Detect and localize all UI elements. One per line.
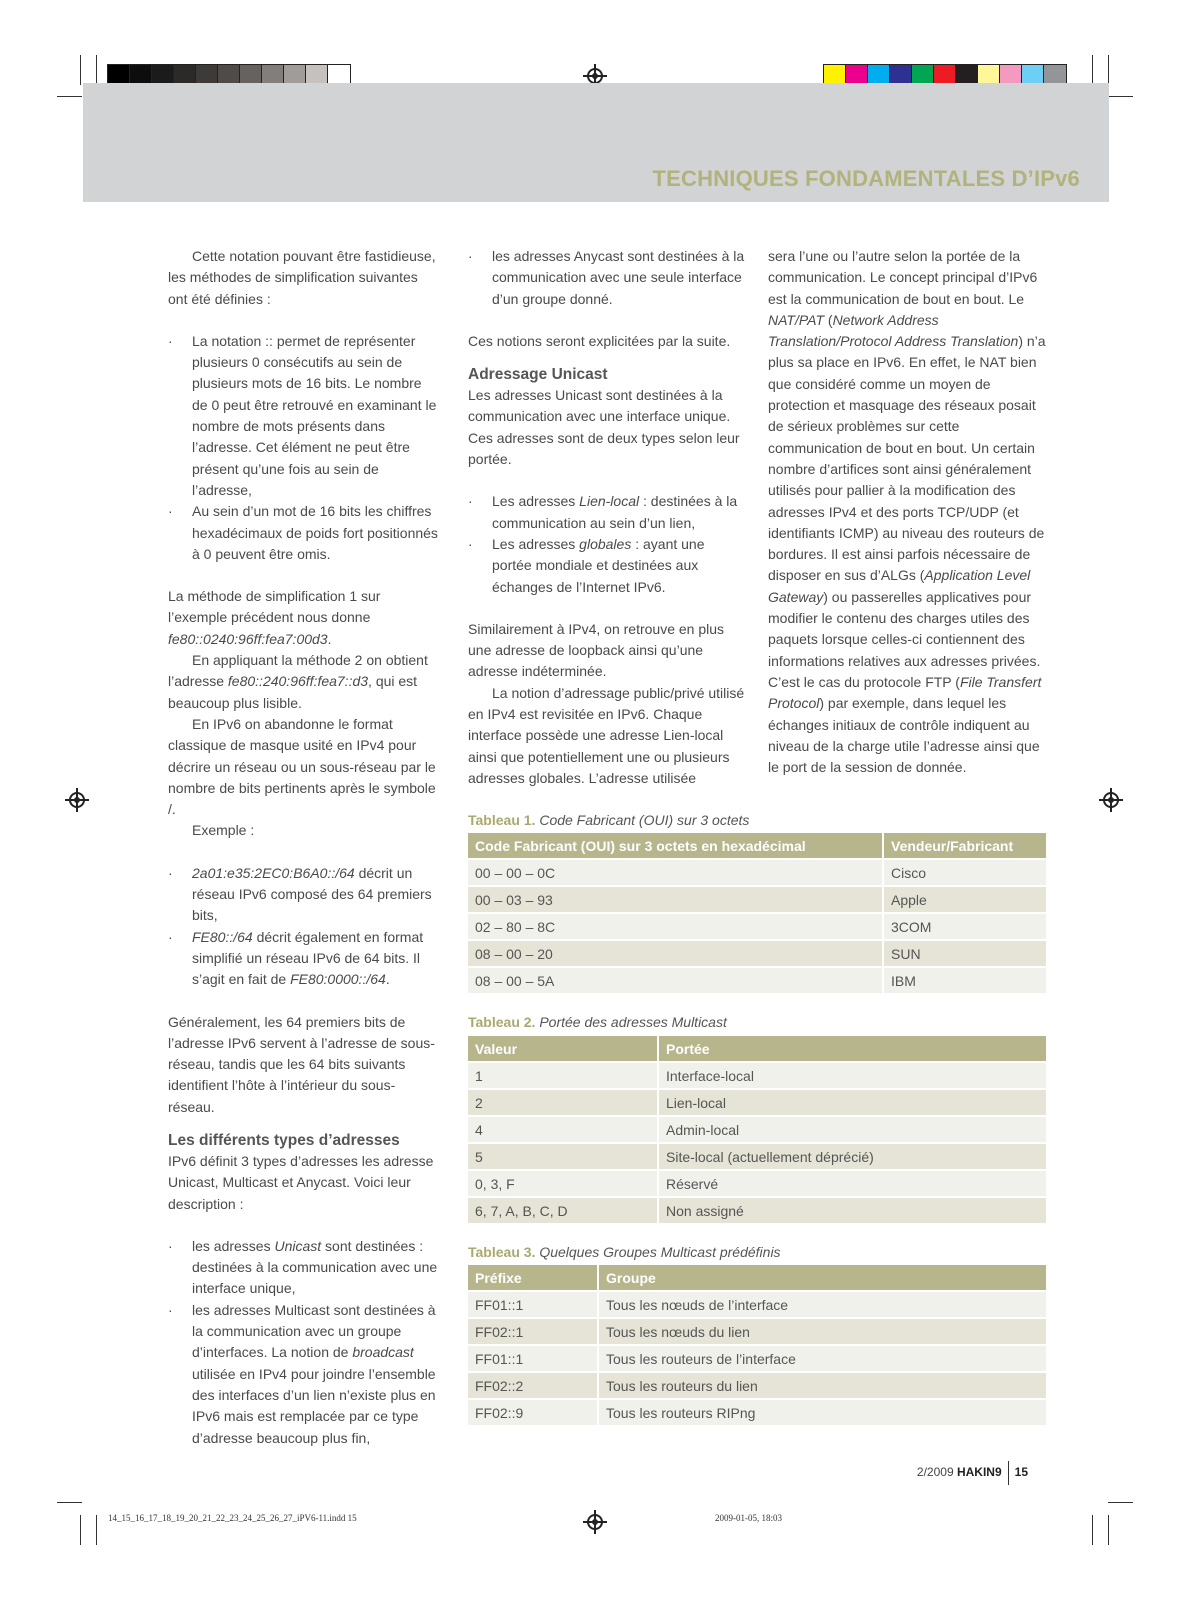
table-cell: FF01::1	[468, 1292, 597, 1317]
paragraph: En appliquant la méthode 2 on obtient l’adresse fe80::240:96ff:fea7::d3, qui est beaucoup plus lisible.	[168, 652, 428, 711]
table-cell: Réservé	[657, 1171, 1046, 1196]
table-cell: 2	[468, 1090, 657, 1115]
table-cell: 6, 7, A, B, C, D	[468, 1198, 657, 1223]
table-header: Vendeur/Fabricant	[882, 833, 1046, 858]
paragraph: Ces notions seront explicitées par la suite.	[468, 332, 731, 349]
table-cell: Tous les nœuds de l’interface	[597, 1292, 1046, 1317]
table-cell: 4	[468, 1117, 657, 1142]
table-cell: Site-local (actuellement déprécié)	[657, 1144, 1046, 1169]
table-row	[468, 1198, 1046, 1223]
table-cell: FF02::9	[468, 1400, 597, 1425]
page-number: 15	[1014, 1465, 1028, 1480]
list-item: · 2a01:e35:2EC0:B6A0::/64 décrit un réseau IPv6 composé des 64 premiers bits,	[168, 864, 432, 924]
table-cell: 3COM	[882, 914, 1046, 939]
list-item: · les adresses Anycast sont destinées à la communication avec une seule interface d’un groupe donné.	[468, 248, 745, 307]
table-row	[468, 1319, 1046, 1344]
list-item: · FE80::/64 décrit également en format simplifié un réseau IPv6 de 64 bits. Il s’agit en fait de FE80:0000::/64.	[168, 928, 424, 988]
page-footer	[917, 1461, 1028, 1485]
registration-mark-icon	[587, 1514, 603, 1530]
column-2	[468, 246, 748, 789]
paragraph: En IPv6 on abandonne le format classique de masque usité en IPv4 pour décrire un réseau ou un sous-réseau par le nombre de bits pertinents après le symbole /.	[168, 715, 436, 818]
paragraph: Généralement, les 64 premiers bits de l’adresse IPv6 servent à l’adresse de sous-réseau, tandis que les 64 bits suivants identifient l’hôte à l’intérieur du sous-réseau.	[168, 1013, 435, 1115]
table-row	[468, 1373, 1046, 1398]
table-cell: Non assigné	[657, 1198, 1046, 1223]
table-header: Code Fabricant (OUI) sur 3 octets en hexadécimal	[468, 833, 882, 858]
paragraph: Similairement à IPv4, on retrouve en plus une adresse de loopback ainsi qu’une adresse indéterminée.	[468, 620, 725, 680]
list-item: · La notation :: permet de représenter plusieurs 0 consécutifs au sein de plusieurs mots de 16 bits. Le nombre de 0 peut être retrouvé en examinant le nombre de mots présents dans l’adresse. Cet élément ne peut être présent qu’une fois au sein de l’adresse,	[168, 332, 437, 498]
table-cell: Tous les routeurs du lien	[597, 1373, 1046, 1398]
table-row	[468, 1400, 1046, 1425]
table-cell: SUN	[882, 941, 1046, 966]
table-cell: 08 – 00 – 20	[468, 941, 882, 966]
table-cell: FF02::1	[468, 1319, 597, 1344]
column-1	[168, 246, 440, 1449]
table-header: Groupe	[597, 1265, 1046, 1290]
list-item: · les adresses Multicast sont destinées à la communication avec un groupe d’interfaces. La notion de broadcast utilisée en IPv4 pour joindre l’ensemble des interfaces d’un lien n’existe plus en IPv6 mais est remplacée par ce type d’adresse beaucoup plus fin,	[168, 1301, 436, 1446]
table-cell: FF01::1	[468, 1346, 597, 1371]
paragraph: La notion d’adressage public/privé utilisé en IPv4 est revisitée en IPv6. Chaque interface possède une adresse Lien-local ainsi que potentiellement une ou plusieurs adresses globales. L’adresse utilisée	[468, 684, 745, 786]
table-row	[468, 1063, 1046, 1088]
table-row	[468, 887, 1046, 912]
section-title: TECHNIQUES FONDAMENTALES D’IPv6	[652, 166, 1080, 191]
magazine-name: HAKIN9	[956, 1465, 1002, 1480]
paragraph: La méthode de simplification 1 sur l’exemple précédent nous donne fe80::0240:96ff:fea7:00d3.	[168, 588, 381, 647]
table-cell: 0, 3, F	[468, 1171, 657, 1196]
registration-mark-icon	[69, 792, 85, 808]
table-cell: 00 – 00 – 0C	[468, 860, 882, 885]
paragraph: sera l’une ou l’autre selon la portée de la communication. Le concept principal d’IPv6 est la communication de bout en bout. Le NAT/PAT (Network Address Translation/Protocol Address Translation) n’a plus sa place en IPv6. En effet, le NAT bien que considéré comme un moyen de protection et masquage des réseaux posait de sérieux problèmes sur cette communication de bout en bout. Un certain nombre d’artifices sont ainsi généralement utilisés pour pallier à la modification des adresses IPv4 et des ports TCP/UDP (et identifiants ICMP) au niveau des routeurs de bordures. Il est ainsi parfois nécessaire de disposer en sus d’ALGs (Application Level Gateway) ou passerelles applicatives pour modifier le contenu des charges utiles des paquets lorsque celles-ci contiennent des informations relatives aux adresses privées. C’est le cas du protocole FTP (File Transfert Protocol) par exemple, dans lequel les échanges initiaux de contrôle indiquent au niveau de la charge utile l’adresse ainsi que le port de la session de donnée.	[768, 248, 1046, 776]
table-cell: 1	[468, 1063, 657, 1088]
table-header: Préfixe	[468, 1265, 597, 1290]
paragraph: Exemple :	[192, 822, 255, 839]
table-cell: Admin-local	[657, 1117, 1046, 1142]
table-cell: FF02::2	[468, 1373, 597, 1398]
table-row	[468, 914, 1046, 939]
table-row	[468, 1346, 1046, 1371]
registration-mark-icon	[1103, 792, 1119, 808]
table-cell: Apple	[882, 887, 1046, 912]
registration-mark-icon	[587, 68, 603, 84]
table-cell: Interface-local	[657, 1063, 1046, 1088]
subheading: Les différents types d’adresses	[168, 1131, 400, 1149]
table-row	[468, 1144, 1046, 1169]
table-header: Portée	[657, 1036, 1046, 1061]
table-header: Valeur	[468, 1036, 657, 1061]
list-item: · Au sein d’un mot de 16 bits les chiffres hexadécimaux de poids fort positionnés à 0 peuvent être omis.	[168, 503, 438, 562]
table-cell: 00 – 03 – 93	[468, 887, 882, 912]
table-row	[468, 860, 1046, 885]
table-cell: 02 – 80 – 8C	[468, 914, 882, 939]
table-cell: Tous les routeurs RIPng	[597, 1400, 1046, 1425]
paragraph: Les adresses Unicast sont destinées à la communication avec une interface unique. Ces adresses sont de deux types selon leur portée.	[468, 387, 740, 468]
table-row	[468, 1090, 1046, 1115]
table-oui	[468, 831, 1046, 995]
subheading: Adressage Unicast	[468, 366, 608, 384]
table-cell: 5	[468, 1144, 657, 1169]
table-cell: IBM	[882, 968, 1046, 993]
table-row	[468, 941, 1046, 966]
issue-number: 2/2009	[916, 1465, 954, 1480]
table-cell: Lien-local	[657, 1090, 1046, 1115]
list-item: · les adresses Unicast sont destinées : destinées à la communication avec une interface unique,	[168, 1237, 438, 1297]
table-multicast-scope	[468, 1034, 1046, 1225]
table-multicast-groups	[468, 1263, 1046, 1427]
list-item: · Les adresses Lien-local : destinées à la communication au sein d’un lien,	[468, 493, 738, 531]
table-row	[468, 968, 1046, 993]
paragraph: IPv6 définit 3 types d’adresses les adresse Unicast, Multicast et Anycast. Voici leur description :	[168, 1152, 434, 1212]
table-cell: Tous les nœuds du lien	[597, 1319, 1046, 1344]
list-item: · Les adresses globales : ayant une portée mondiale et destinées aux échanges de l’Internet IPv6.	[468, 535, 705, 595]
table-cell: Tous les routeurs de l’interface	[597, 1346, 1046, 1371]
column-3	[768, 246, 1046, 778]
table-cell: 08 – 00 – 5A	[468, 968, 882, 993]
slug-filename: 14_15_16_17_18_19_20_21_22_23_24_25_26_27_iPV6-11.indd 15	[108, 1513, 357, 1523]
paragraph: Cette notation pouvant être fastidieuse, les méthodes de simplification suivantes ont été définies :	[168, 248, 436, 307]
table-row	[468, 1171, 1046, 1196]
table-cell: Cisco	[882, 860, 1046, 885]
table-caption: Tableau 1. Code Fabricant (OUI) sur 3 octets	[468, 812, 750, 828]
table-caption: Tableau 3. Quelques Groupes Multicast prédéfinis	[468, 1244, 781, 1260]
table-caption: Tableau 2. Portée des adresses Multicast	[468, 1014, 727, 1030]
table-row	[468, 1292, 1046, 1317]
table-row	[468, 1117, 1046, 1142]
slug-date: 2009-01-05, 18:03	[715, 1513, 782, 1523]
